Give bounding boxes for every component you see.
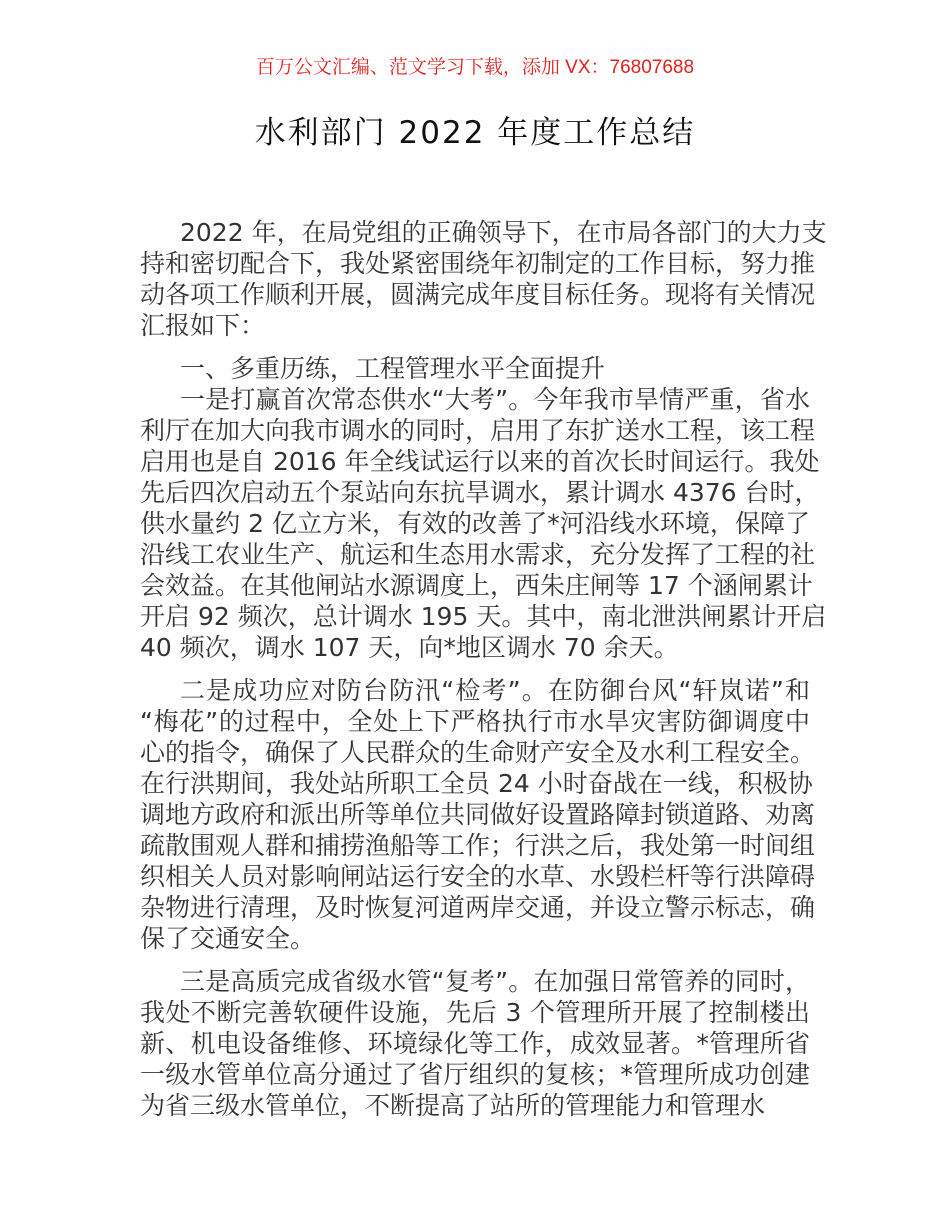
paragraph: [140, 675, 816, 954]
section-heading: [140, 353, 810, 384]
text-line: 在行洪期间，我处站所职工全员 24 小时奋战在一线，积极协: [140, 769, 813, 798]
document-body: [140, 217, 827, 1133]
text-line: 会效益。在其他闸站水源调度上，西朱庄闸等 17 个涵闸累计: [140, 571, 813, 600]
text-line: 一、多重历练，工程管理水平全面提升: [180, 354, 606, 383]
paragraph: [140, 217, 827, 341]
text-line: 利厅在加大向我市调水的同时，启用了东扩送水工程，该工程: [140, 416, 816, 445]
text-line: 动各项工作顺利开展，圆满完成年度目标任务。现将有关情况: [140, 280, 816, 309]
paragraph: [140, 384, 827, 663]
text-line: 持和密切配合下，我处紧密围绕年初制定的工作目标，努力推: [140, 249, 816, 278]
text-line: 三是高质完成省级水管“复考”。在加强日常管养的同时，: [180, 967, 810, 996]
paragraph: [140, 966, 810, 1121]
text-line: 40 频次，调水 107 天，向*地区调水 70 余天。: [140, 633, 679, 662]
text-line: 杂物进行清理，及时恢复河道两岸交通，并设立警示标志，确: [140, 893, 816, 922]
text-line: 沿线工农业生产、航运和生态用水需求，充分发挥了工程的社: [140, 540, 816, 569]
text-line: 开启 92 频次，总计调水 195 天。其中，南北泄洪闸累计开启: [140, 602, 827, 631]
text-line: 二是成功应对防台防汛“检考”。在防御台风“轩岚诺”和: [180, 676, 810, 705]
text-line: 新、机电设备维修、环境绿化等工作，成效显著。*管理所省: [140, 1029, 810, 1058]
text-line: 一级水管单位高分通过了省厅组织的复核；*管理所成功创建: [140, 1060, 810, 1089]
watermark-banner: 百万公文汇编、范文学习下载，添加 VX：76807688: [255, 57, 695, 78]
text-line: 我处不断完善软硬件设施，先后 3 个管理所开展了控制楼出: [140, 998, 810, 1027]
text-line: 疏散围观人群和捕捞渔船等工作；行洪之后，我处第一时间组: [140, 831, 816, 860]
text-line: 先后四次启动五个泵站向东抗旱调水，累计调水 4376 台时，: [140, 478, 820, 507]
text-line: 为省三级水管单位，不断提高了站所的管理能力和管理水: [140, 1091, 766, 1120]
text-line: 调地方政府和派出所等单位共同做好设置路障封锁道路、劝离: [140, 800, 816, 829]
text-line: 一是打赢首次常态供水“大考”。今年我市旱情严重，省水: [180, 385, 810, 414]
text-line: 启用也是自 2016 年全线试运行以来的首次长时间运行。我处: [140, 447, 820, 476]
text-line: 保了交通安全。: [140, 924, 316, 953]
text-line: 2022 年，在局党组的正确领导下，在市局各部门的大力支: [180, 218, 827, 247]
text-line: 心的指令，确保了人民群众的生命财产安全及水利工程安全。: [140, 738, 816, 767]
document-title: 水利部门 2022 年度工作总结: [254, 115, 696, 151]
text-line: 汇报如下：: [140, 311, 266, 340]
text-line: “梅花”的过程中，全处上下严格执行市水旱灾害防御调度中: [140, 707, 810, 736]
text-line: 织相关人员对影响闸站运行安全的水草、水毁栏杆等行洪障碍: [140, 862, 816, 891]
text-line: 供水量约 2 亿立方米，有效的改善了*河沿线水环境，保障了: [140, 509, 810, 538]
